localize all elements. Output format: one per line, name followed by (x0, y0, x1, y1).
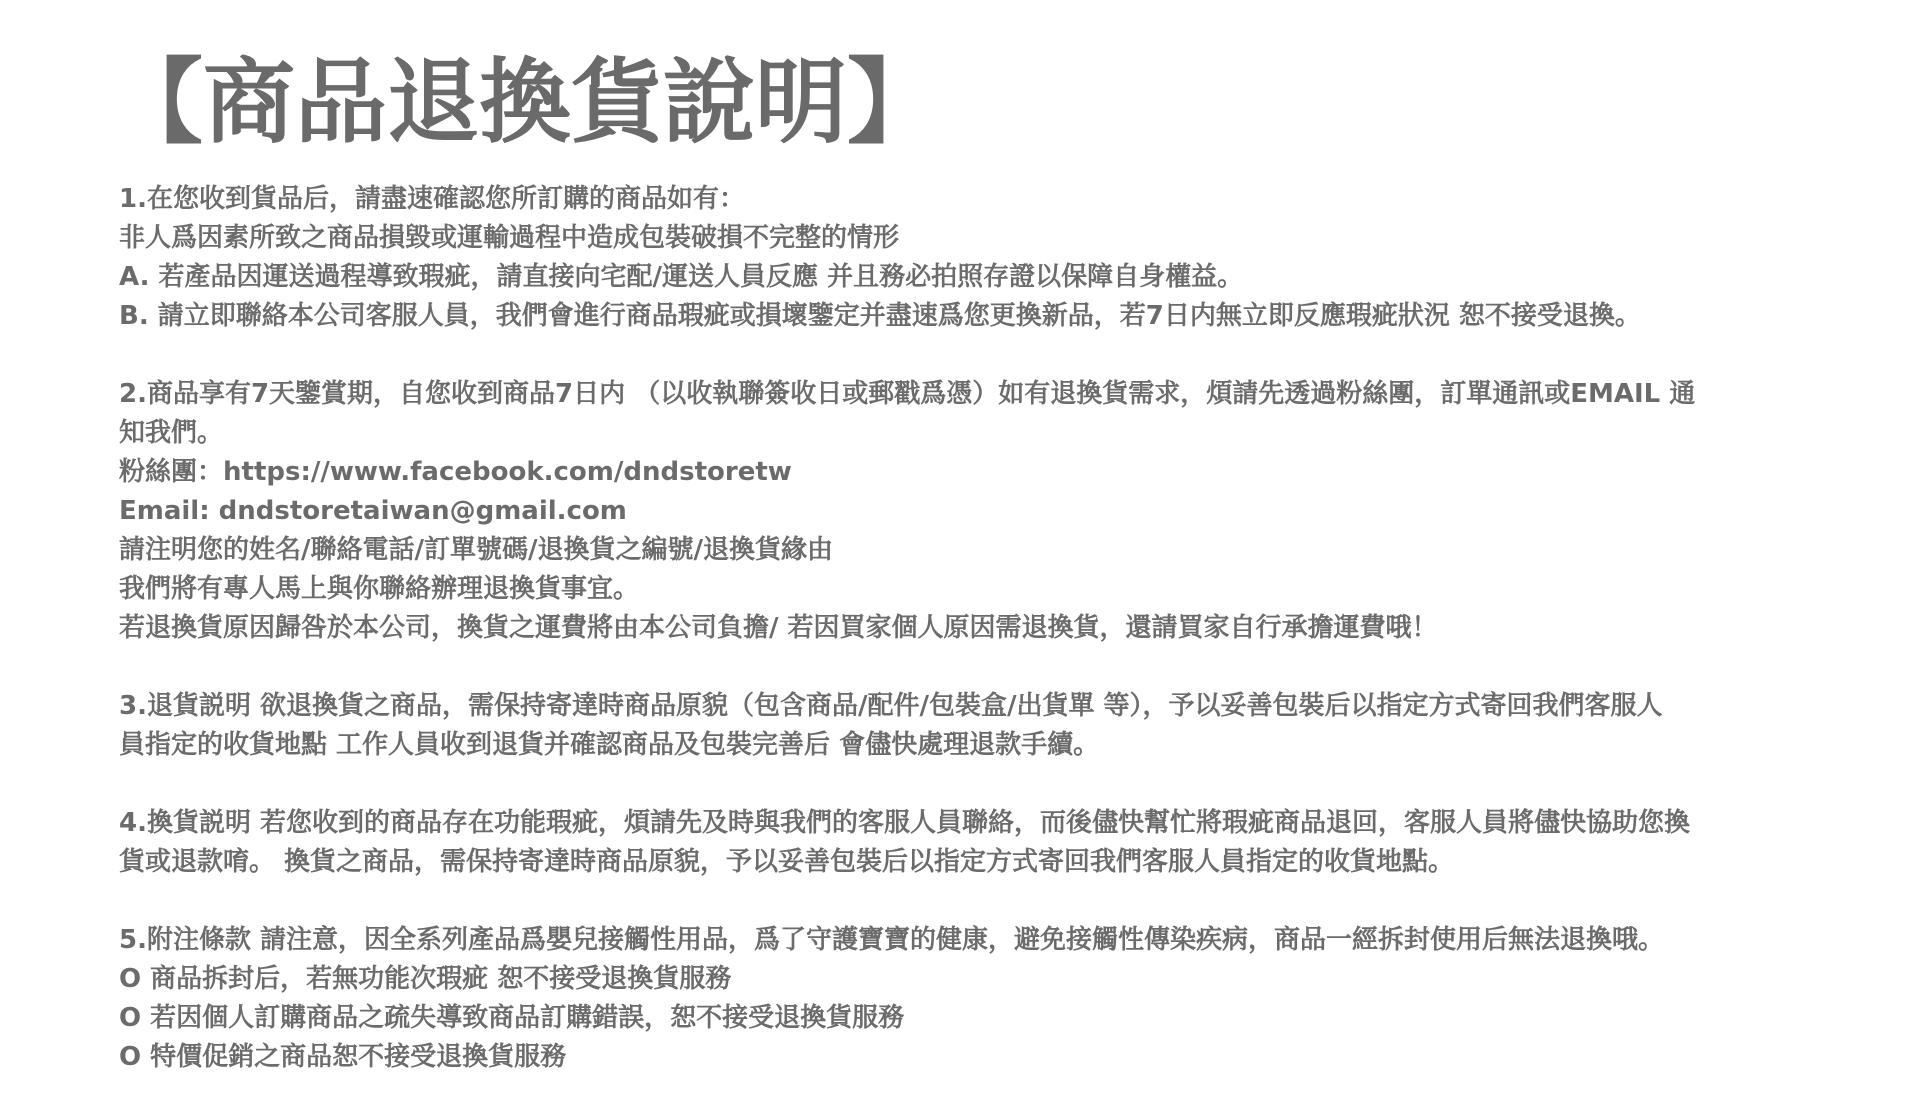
section-2-line-7: 若退換貨原因歸咎於本公司，換貨之運費將由本公司負擔/ 若因買家個人原因需退換貨，還請買家自行承擔運費哦！ (119, 613, 1438, 644)
section-2-line-1: 2.商品享有7天鑒賞期，自您收到商品7日内 （以收執聯簽收日或郵戳爲憑）如有退換貨需求，煩請先透過粉絲團，訂單通訊或EMAIL 通 (119, 379, 1696, 410)
section-1 (119, 180, 1839, 336)
section-2 (119, 375, 1839, 648)
section-1-line-1: 1.在您收到貨品后，請盡速確認您所訂購的商品如有： (119, 184, 745, 215)
section-5-line-1: 5.附注條款 請注意，因全系列產品爲嬰兒接觸性用品，爲了守護寶寶的健康，避免接觸性傳染疾病，商品一經拆封使用后無法退換哦。 (119, 925, 1665, 956)
page-title: 【商品退換貨說明】 (111, 49, 940, 156)
section-5-line-2: O 商品拆封后，若無功能次瑕疵 恕不接受退換貨服務 (119, 964, 732, 995)
section-3-line-2: 員指定的收貨地點 工作人員收到退貨并確認商品及包裝完善后 會儘快處理退款手續。 (119, 730, 1100, 761)
section-5-line-3: O 若因個人訂購商品之疏失導致商品訂購錯誤，恕不接受退換貨服務 (119, 1003, 905, 1034)
section-1-line-2: 非人爲因素所致之商品損毀或運輸過程中造成包裝破損不完整的情形 (119, 223, 900, 254)
section-1-line-4: B. 請立即聯絡本公司客服人員，我們會進行商品瑕疵或損壞鑒定并盡速爲您更換新品，若7日内無立即反應瑕疵狀況 恕不接受退換。 (119, 301, 1641, 332)
section-4 (119, 804, 1839, 882)
section-2-line-5: 請注明您的姓名/聯絡電話/訂單號碼/退換貨之編號/退換貨緣由 (119, 535, 833, 566)
section-5-line-4: O 特價促銷之商品恕不接受退換貨服務 (119, 1042, 567, 1073)
section-2-line-6: 我們將有專人馬上與你聯絡辦理退換貨事宜。 (119, 574, 640, 605)
section-2-line-2: 知我們。 (119, 418, 224, 449)
section-1-line-3: A. 若產品因運送過程導致瑕疵，請直接向宅配/運送人員反應 并且務必拍照存證以保障自身權益。 (119, 262, 1244, 293)
section-4-line-2: 貨或退款唷。 換貨之商品，需保持寄達時商品原貌，予以妥善包裝后以指定方式寄回我們客服人員指定的收貨地點。 (119, 847, 1455, 878)
section-4-line-1: 4.換貨説明 若您收到的商品存在功能瑕疵，煩請先及時與我們的客服人員聯絡，而後儘快幫忙將瑕疵商品退回，客服人員將儘快協助您換 (119, 808, 1691, 839)
email-link[interactable]: Email: dndstoretaiwan@gmail.com (119, 496, 627, 527)
section-5 (119, 921, 1839, 1077)
return-policy-document (111, 48, 1839, 1116)
section-3 (119, 687, 1839, 765)
section-3-line-1: 3.退貨説明 欲退換貨之商品，需保持寄達時商品原貌（包含商品/配件/包裝盒/出貨單 等），予以妥善包裝后以指定方式寄回我們客服人 (119, 691, 1663, 722)
facebook-link[interactable]: 粉絲團：https://www.facebook.com/dndstoretw (119, 457, 792, 488)
